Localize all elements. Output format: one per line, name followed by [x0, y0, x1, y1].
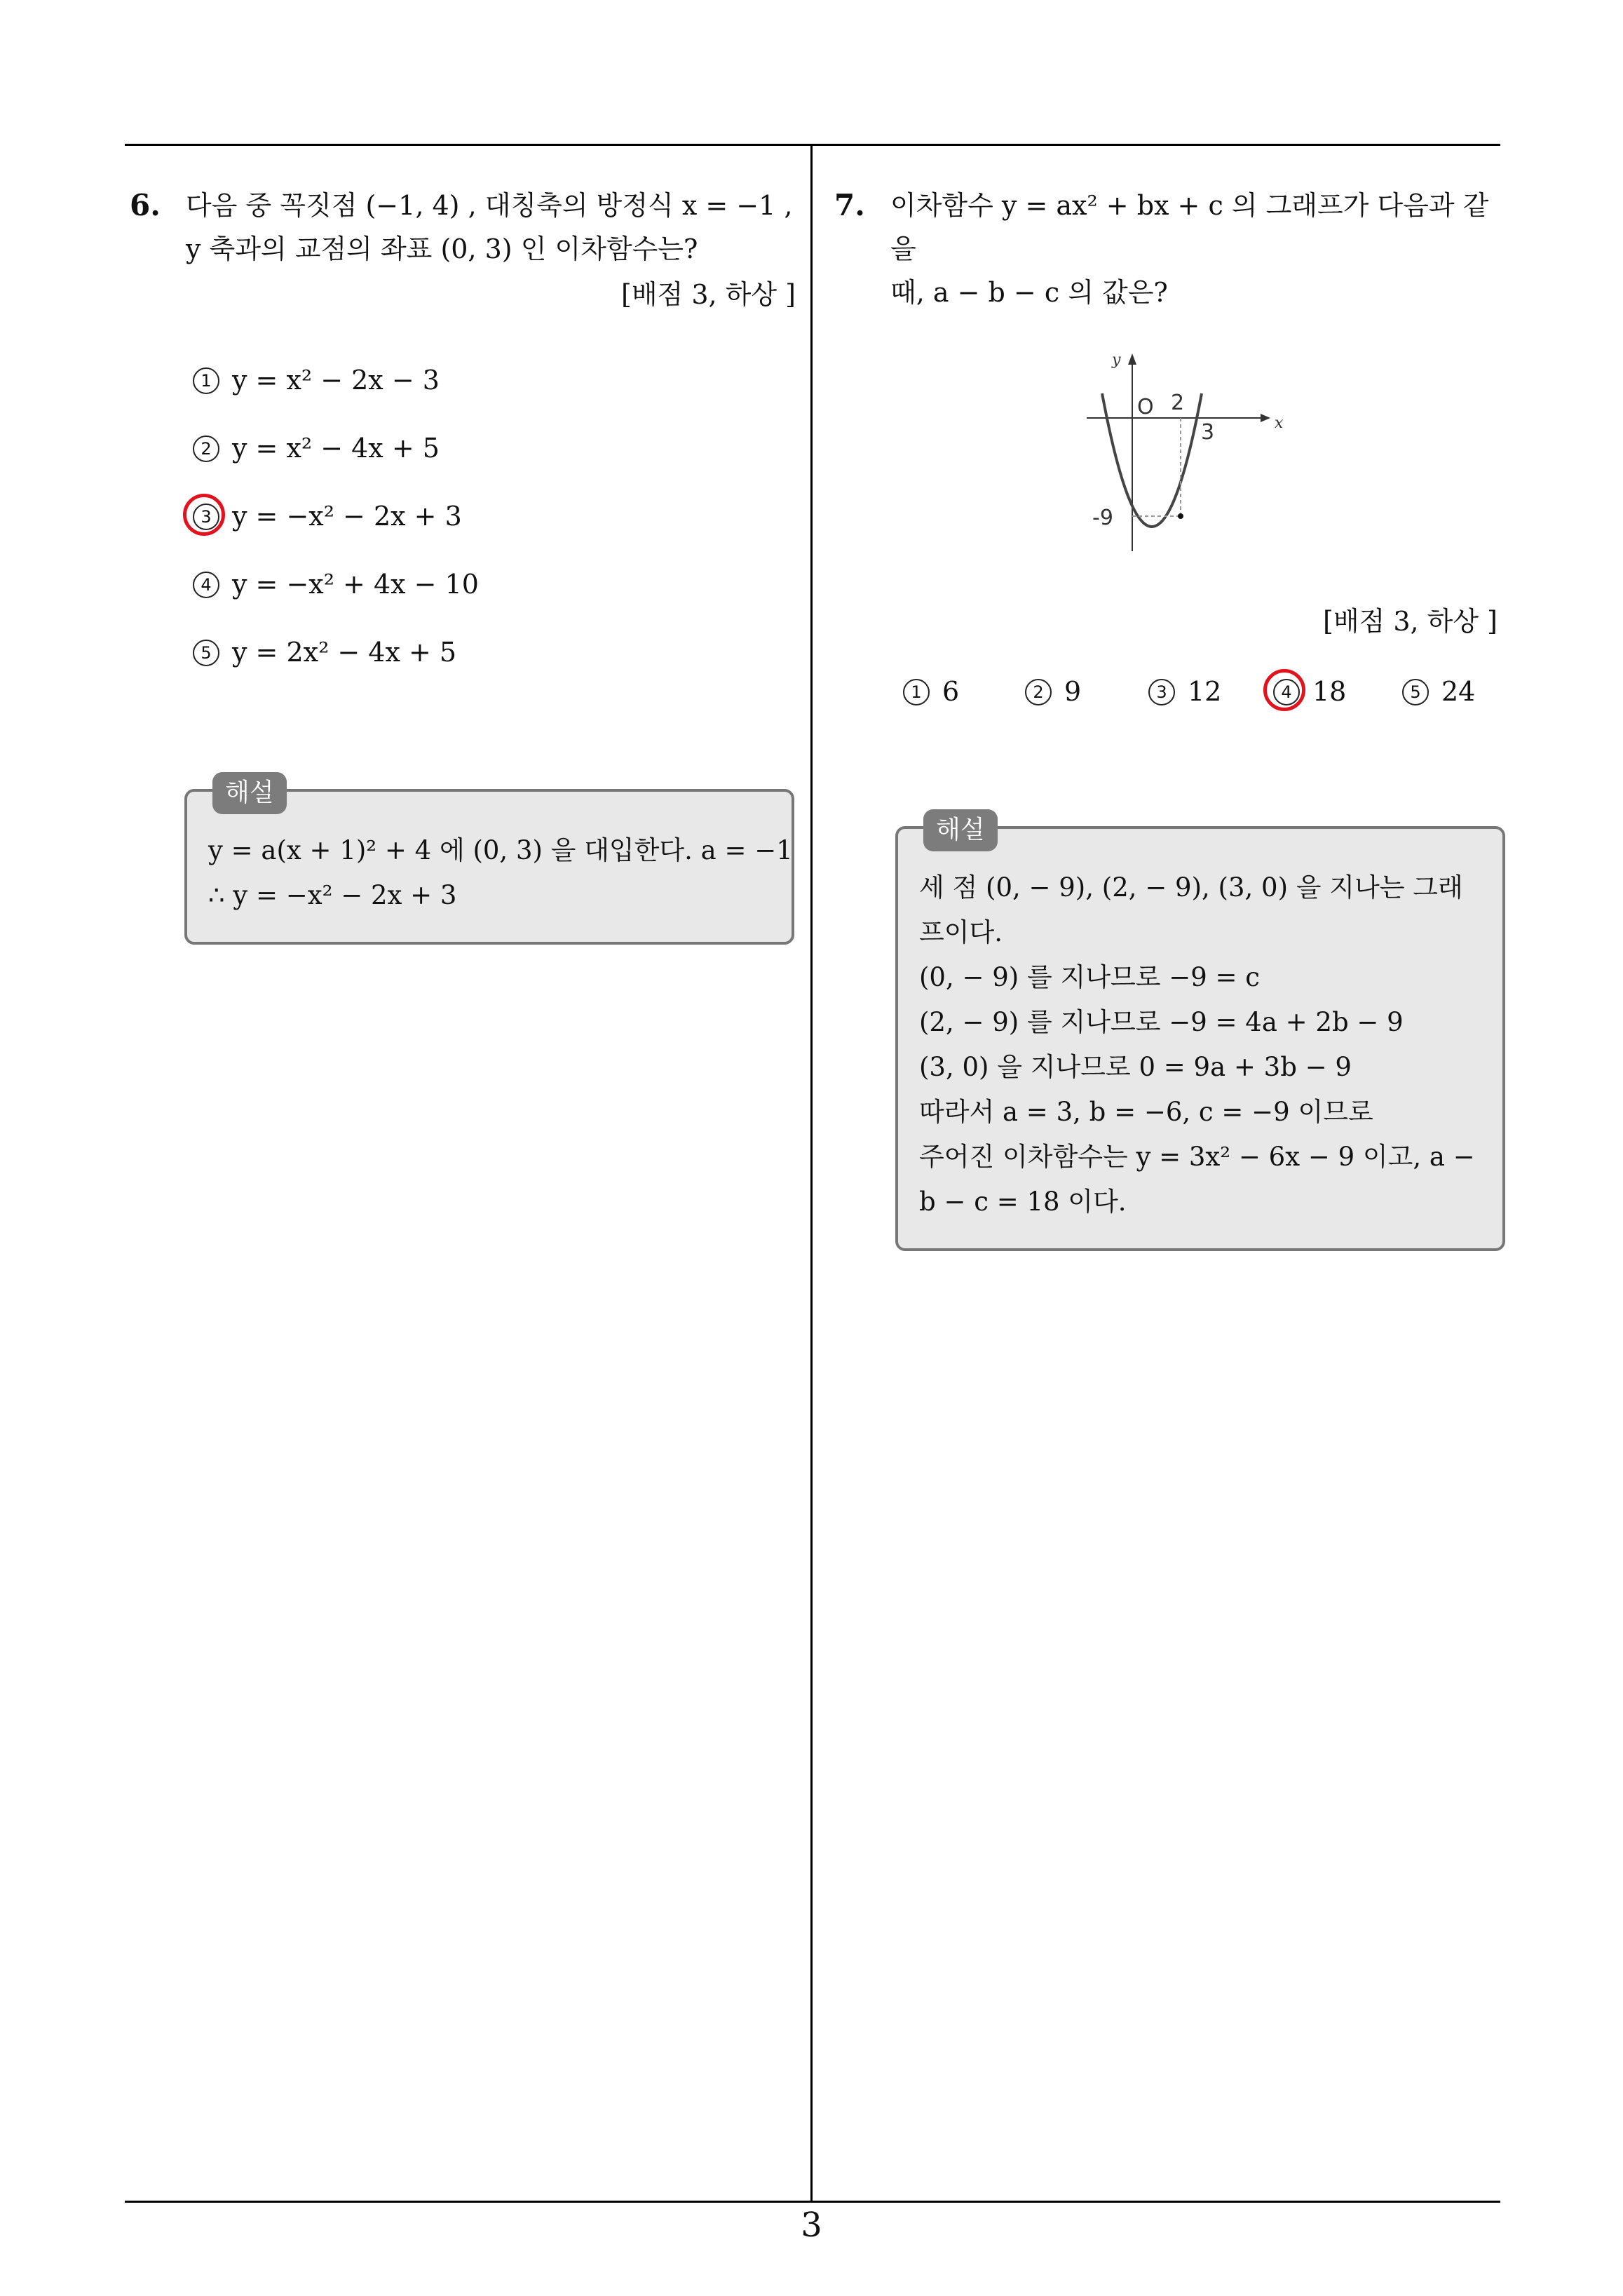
- score-label: [배점 3, 하상 ]: [621, 279, 796, 310]
- answer-choice-3[interactable]: [1148, 670, 1221, 713]
- choice-number: 2: [193, 435, 219, 462]
- solution-line: 프이다.: [919, 917, 1003, 947]
- question-7-header: [834, 184, 1507, 314]
- choice-number: 5: [193, 640, 219, 666]
- choice-number: 1: [903, 679, 930, 705]
- question-6: [130, 184, 796, 699]
- choice-text: y = 2x² − 4x + 5: [232, 637, 457, 668]
- answer-choice-1[interactable]: [193, 359, 796, 427]
- y-axis-arrow: [1128, 353, 1136, 365]
- answer-choice-3[interactable]: [193, 495, 796, 563]
- question-text-line: 때, a − b − c 의 값은?: [890, 277, 1168, 308]
- choice-text: 12: [1188, 676, 1222, 707]
- tick-label-3: 3: [1201, 420, 1215, 445]
- solution-line: (0, − 9) 를 지나므로 −9 = c: [919, 962, 1261, 992]
- bottom-rule: [125, 2201, 1500, 2203]
- tick-label-minus9: -9: [1092, 506, 1113, 530]
- question-7: [834, 184, 1507, 720]
- column-divider: [810, 144, 813, 2202]
- x-axis-label: x: [1275, 414, 1284, 432]
- choice-text: y = −x² + 4x − 10: [232, 569, 479, 600]
- choice-number: 3: [1148, 679, 1175, 705]
- choice-text: y = x² − 4x + 5: [232, 433, 440, 464]
- choice-number: 3: [193, 504, 219, 530]
- choice-text: 24: [1441, 676, 1476, 707]
- question-text-line: 이차함수 y = ax² + bx + c 의 그래프가 다음과 같을: [890, 190, 1489, 264]
- point-2-minus9: [1178, 513, 1183, 519]
- solution-box-7: [895, 816, 1505, 1251]
- answer-choice-2[interactable]: [193, 427, 796, 495]
- choice-number: 1: [193, 367, 219, 394]
- answer-choice-5[interactable]: [193, 631, 796, 699]
- solution-line: y = a(x + 1)² + 4 에 (0, 3) 을 대입한다. a = −1: [208, 835, 793, 865]
- solution-line: 세 점 (0, − 9), (2, − 9), (3, 0) 을 지나는 그래: [919, 872, 1463, 903]
- answer-choices: [193, 359, 796, 699]
- page-number: 3: [801, 2206, 822, 2245]
- question-text-line: y 축과의 교점의 좌표 (0, 3) 인 이차함수는?: [186, 234, 698, 264]
- choice-text: y = −x² − 2x + 3: [232, 501, 462, 532]
- answer-choice-2[interactable]: [1025, 670, 1081, 713]
- answer-choice-4[interactable]: [193, 563, 796, 631]
- choice-number: 2: [1025, 679, 1052, 705]
- question-6-header: [130, 184, 796, 271]
- score-label: [배점 3, 하상 ]: [1323, 606, 1498, 637]
- choice-text: 9: [1064, 676, 1082, 707]
- solution-line: (2, − 9) 를 지나므로 −9 = 4a + 2b − 9: [919, 1007, 1404, 1037]
- solution-line: ∴ y = −x² − 2x + 3: [208, 880, 457, 910]
- solution-line: b − c = 18 이다.: [919, 1187, 1127, 1217]
- y-axis-label: y: [1112, 351, 1121, 369]
- solution-line: 따라서 a = 3, b = −6, c = −9 이므로: [919, 1097, 1373, 1127]
- answer-choice-1[interactable]: [903, 670, 959, 713]
- choice-number: 4: [193, 572, 219, 598]
- choice-text: y = x² − 2x − 3: [232, 365, 440, 396]
- choice-text: 18: [1312, 676, 1347, 707]
- solution-line: 주어진 이차함수는 y = 3x² − 6x − 9 이고, a −: [919, 1142, 1475, 1172]
- answer-choice-5[interactable]: [1402, 670, 1475, 713]
- choice-number: 5: [1402, 679, 1429, 705]
- answer-choices: [834, 670, 1507, 720]
- solution-line: (3, 0) 을 지나므로 0 = 9a + 3b − 9: [919, 1052, 1352, 1082]
- x-axis-arrow: [1261, 414, 1270, 422]
- question-text: [186, 184, 796, 271]
- top-rule: [125, 144, 1500, 146]
- solution-box-6: [184, 778, 794, 945]
- tick-label-2: 2: [1171, 391, 1185, 415]
- solution-title: 해설: [212, 772, 287, 814]
- question-number: 7.: [834, 188, 865, 222]
- question-text: [890, 184, 1507, 314]
- question-number: 6.: [130, 188, 161, 222]
- parabola-graph: [1087, 348, 1297, 579]
- solution-title: 해설: [923, 809, 998, 851]
- question-text-line: 다음 중 꼭짓점 (−1, 4) , 대칭축의 방정식 x = −1 ,: [186, 190, 793, 221]
- choice-number: 4: [1273, 679, 1300, 705]
- origin-label: O: [1137, 395, 1154, 419]
- choice-text: 6: [942, 676, 960, 707]
- answer-choice-4[interactable]: [1273, 670, 1346, 713]
